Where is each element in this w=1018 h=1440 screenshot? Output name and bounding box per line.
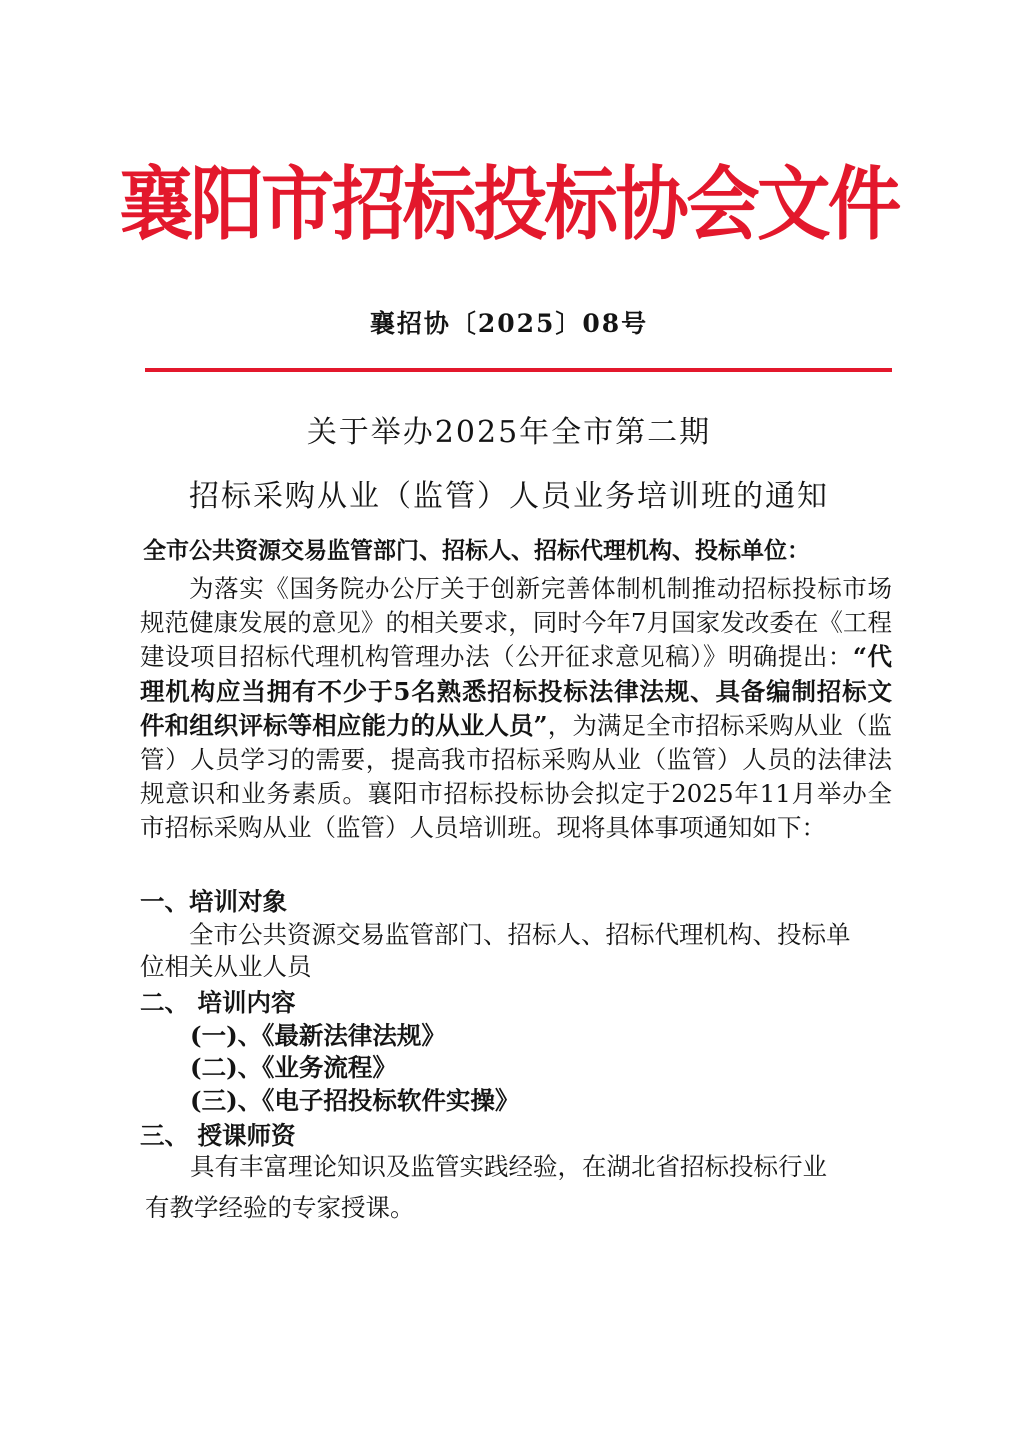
section-1-heading: 一、培训对象 — [140, 887, 287, 916]
section-2-item-1: (一)、《最新法律法规》 — [190, 1021, 446, 1050]
section-2-heading: 二、 培训内容 — [140, 988, 296, 1017]
document-number: 襄招协〔2025〕08号 — [369, 309, 649, 338]
notice-title-line-2: 招标采购从业（监管）人员业务培训班的通知 — [189, 479, 829, 514]
document-header-title: 襄阳市招标投标协会文件 — [119, 158, 899, 251]
intro-text-2: ，为满足全市招标采购从业（监管）人员学习的需要，提高我市招标采购从业（监管）人员的法律法规意识和业务素质。襄阳市招标投标协会拟定于2025年11月举办全市招标采购从业（监管）人员培训班。现将具体事项通知如下： — [140, 710, 892, 843]
section-3-line-2: 有教学经验的专家授课。 — [145, 1193, 415, 1222]
section-2-item-3: (三)、《电子招投标软件实操》 — [190, 1086, 520, 1115]
section-1-line-1: 全市公共资源交易监管部门、招标人、招标代理机构、投标单 — [189, 920, 851, 949]
intro-paragraph — [140, 572, 892, 846]
intro-text-1: 为落实《国务院办公厅关于创新完善体制机制推动招标投标市场规范健康发展的意见》的相关要求，同时今年7月国家发改委在《工程建设项目招标代理机构管理办法（公开征求意见稿）》明确提出： — [140, 574, 892, 672]
addressee: 全市公共资源交易监管部门、招标人、招标代理机构、投标单位： — [143, 537, 810, 564]
section-3-line-1: 具有丰富理论知识及监管实践经验，在湖北省招标投标行业 — [190, 1152, 827, 1181]
section-1-line-2: 位相关从业人员 — [140, 952, 312, 981]
notice-title-line-1: 关于举办2025年全市第二期 — [306, 415, 712, 450]
header-divider — [145, 368, 892, 372]
section-3-heading: 三、 授课师资 — [140, 1121, 296, 1150]
intro-quote: “代理机构应当拥有不少于5名熟悉招标投标法律法规、具备编制招标文件和组织评标等相应能力的从业人员” — [140, 642, 893, 740]
section-2-item-2: (二)、《业务流程》 — [190, 1053, 397, 1082]
